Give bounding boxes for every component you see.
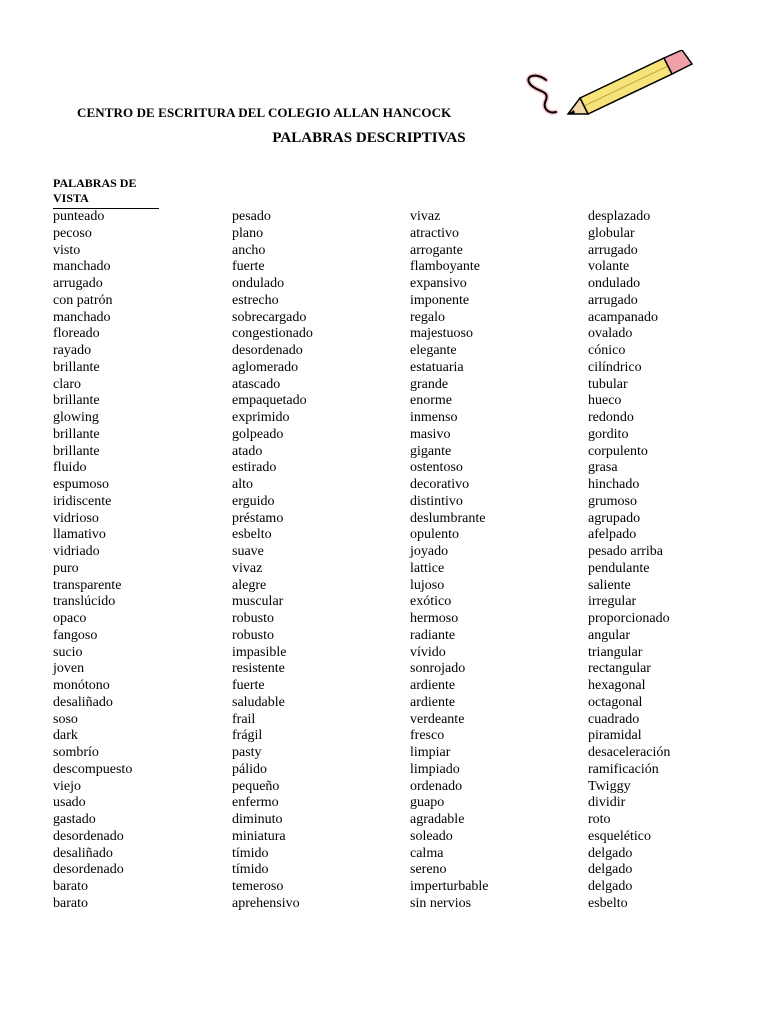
word-item: desplazado bbox=[588, 209, 651, 224]
word-item: robusto bbox=[232, 627, 274, 643]
word-item: joyado bbox=[410, 544, 449, 559]
word-item: enorme bbox=[410, 393, 452, 409]
word-item: limpiado bbox=[410, 761, 460, 777]
word-item: esbelto bbox=[588, 895, 628, 911]
word-item: atractivo bbox=[410, 225, 459, 241]
word-item: vidriado bbox=[53, 544, 100, 559]
word-item: brillante bbox=[53, 443, 100, 459]
word-column-2 bbox=[232, 209, 313, 913]
word-item: Twiggy bbox=[588, 778, 631, 794]
word-item: afelpado bbox=[588, 527, 637, 543]
institution-heading: CENTRO DE ESCRITURA DEL COLEGIO ALLAN HANCOCK bbox=[77, 105, 452, 120]
word-item: ostentoso bbox=[410, 460, 463, 476]
word-item: ardiente bbox=[410, 678, 456, 693]
word-item: pasty bbox=[232, 745, 262, 760]
word-item: imponente bbox=[410, 292, 470, 308]
word-item: fluido bbox=[53, 460, 87, 476]
word-item: proporcionado bbox=[588, 611, 670, 626]
pencil-icon bbox=[522, 50, 702, 120]
word-item: frail bbox=[232, 711, 256, 727]
word-item: imperturbable bbox=[410, 879, 489, 894]
word-item: redondo bbox=[588, 410, 634, 425]
word-item: elegante bbox=[410, 343, 457, 358]
word-item: masivo bbox=[410, 426, 451, 442]
word-item: hinchado bbox=[588, 477, 640, 492]
word-item: globular bbox=[588, 225, 635, 241]
word-item: lujoso bbox=[410, 577, 445, 593]
word-item: desordenado bbox=[53, 828, 124, 844]
word-item: sobrecargado bbox=[232, 309, 307, 325]
word-column-1 bbox=[53, 209, 132, 913]
word-item: opaco bbox=[53, 611, 87, 626]
word-item: muscular bbox=[232, 594, 284, 610]
word-item: vivaz bbox=[410, 209, 441, 224]
word-item: ovalado bbox=[588, 326, 633, 342]
word-item: delgado bbox=[588, 845, 633, 861]
word-item: barato bbox=[53, 895, 88, 911]
word-item: pequeño bbox=[232, 778, 280, 794]
word-item: iridiscente bbox=[53, 493, 112, 509]
word-item: agrupado bbox=[588, 510, 641, 526]
word-item: gastado bbox=[53, 812, 96, 827]
word-item: tubular bbox=[588, 376, 628, 392]
section-heading: PALABRAS DE VISTA bbox=[53, 176, 159, 209]
word-item: cónico bbox=[588, 343, 626, 358]
word-item: alegre bbox=[232, 577, 267, 593]
word-item: viejo bbox=[53, 778, 81, 794]
word-item: distintivo bbox=[410, 493, 463, 509]
word-item: ramificación bbox=[588, 761, 659, 777]
word-item: claro bbox=[53, 376, 81, 392]
word-item: congestionado bbox=[232, 326, 313, 342]
word-item: pesado bbox=[232, 209, 271, 224]
word-item: tímido bbox=[232, 845, 269, 861]
word-item: sin nervios bbox=[410, 895, 472, 911]
word-item: ardiente bbox=[410, 694, 456, 710]
word-item: deslumbrante bbox=[410, 510, 486, 526]
word-item: pálido bbox=[232, 761, 267, 777]
word-item: acampanado bbox=[588, 309, 658, 325]
word-item: fresco bbox=[410, 728, 445, 744]
word-item: llamativo bbox=[53, 527, 106, 543]
word-item: saludable bbox=[232, 694, 285, 710]
word-item: opulento bbox=[410, 527, 459, 543]
word-item: pesado arriba bbox=[588, 544, 664, 559]
word-item: enfermo bbox=[232, 795, 279, 811]
word-item: temeroso bbox=[232, 879, 284, 894]
word-item: rayado bbox=[53, 343, 92, 358]
word-item: desaliñado bbox=[53, 845, 113, 861]
word-item: piramidal bbox=[588, 728, 642, 744]
word-item: monótono bbox=[53, 678, 110, 693]
word-item: guapo bbox=[410, 795, 445, 811]
word-item: hueco bbox=[588, 393, 622, 409]
word-item: brillante bbox=[53, 359, 100, 375]
word-item: estatuaria bbox=[410, 359, 464, 375]
word-item: cuadrado bbox=[588, 711, 640, 727]
word-item: golpeado bbox=[232, 426, 284, 442]
page-title: PALABRAS DESCRIPTIVAS bbox=[272, 130, 466, 146]
word-item: gordito bbox=[588, 426, 629, 442]
word-item: translúcido bbox=[53, 594, 116, 610]
word-item: triangular bbox=[588, 644, 643, 660]
word-item: arrugado bbox=[588, 242, 638, 258]
word-item: floreado bbox=[53, 326, 100, 342]
word-item: dividir bbox=[588, 795, 626, 811]
word-item: ondulado bbox=[588, 276, 641, 291]
word-item: con patrón bbox=[53, 292, 113, 308]
word-item: glowing bbox=[53, 410, 99, 425]
word-item: sombrío bbox=[53, 745, 99, 760]
word-item: vivaz bbox=[232, 560, 263, 576]
word-item: soleado bbox=[410, 828, 453, 844]
word-item: estirado bbox=[232, 460, 277, 476]
word-item: regalo bbox=[410, 309, 445, 325]
word-item: hermoso bbox=[410, 611, 459, 626]
word-column-3 bbox=[410, 209, 489, 913]
word-item: atado bbox=[232, 443, 263, 459]
word-item: estrecho bbox=[232, 292, 279, 308]
word-item: corpulento bbox=[588, 443, 648, 459]
word-item: usado bbox=[53, 795, 86, 811]
word-item: desordenado bbox=[232, 343, 303, 358]
word-item: arrugado bbox=[53, 276, 103, 291]
word-column-4 bbox=[588, 209, 670, 913]
word-item: volante bbox=[588, 259, 630, 275]
word-item: descompuesto bbox=[53, 761, 133, 777]
word-item: verdeante bbox=[410, 711, 465, 727]
word-item: gigante bbox=[410, 443, 452, 459]
word-item: delgado bbox=[588, 862, 633, 878]
word-item: soso bbox=[53, 711, 78, 727]
word-item: cilíndrico bbox=[588, 359, 642, 375]
word-item: manchado bbox=[53, 309, 111, 325]
word-item: irregular bbox=[588, 594, 637, 610]
word-item: lattice bbox=[410, 560, 445, 576]
word-item: diminuto bbox=[232, 812, 283, 827]
word-item: préstamo bbox=[232, 510, 284, 526]
word-item: flamboyante bbox=[410, 259, 480, 275]
word-item: robusto bbox=[232, 611, 274, 626]
word-item: roto bbox=[588, 812, 611, 827]
word-item: arrugado bbox=[588, 292, 638, 308]
word-item: exótico bbox=[410, 594, 452, 610]
word-item: grande bbox=[410, 376, 449, 392]
word-item: angular bbox=[588, 627, 630, 643]
word-item: punteado bbox=[53, 209, 105, 224]
word-item: exprimido bbox=[232, 410, 290, 425]
word-item: aglomerado bbox=[232, 359, 299, 375]
word-item: hexagonal bbox=[588, 678, 646, 693]
word-item: arrogante bbox=[410, 242, 463, 258]
word-item: delgado bbox=[588, 879, 633, 894]
word-item: decorativo bbox=[410, 477, 470, 492]
word-item: esbelto bbox=[232, 527, 272, 543]
word-item: vidrioso bbox=[53, 510, 99, 526]
word-item: miniatura bbox=[232, 828, 286, 844]
word-item: ordenado bbox=[410, 778, 463, 794]
word-item: fuerte bbox=[232, 678, 265, 693]
word-item: inmenso bbox=[410, 410, 458, 425]
word-item: fangoso bbox=[53, 627, 98, 643]
word-item: desordenado bbox=[53, 862, 124, 878]
word-item: pendulante bbox=[588, 560, 650, 576]
word-item: octagonal bbox=[588, 694, 643, 710]
word-item: pecoso bbox=[53, 225, 92, 241]
word-item: tímido bbox=[232, 862, 269, 878]
word-item: puro bbox=[53, 560, 79, 576]
word-item: limpiar bbox=[410, 745, 451, 760]
word-item: calma bbox=[410, 845, 444, 861]
word-item: fuerte bbox=[232, 259, 265, 275]
word-item: ancho bbox=[232, 242, 266, 258]
word-item: frágil bbox=[232, 728, 263, 744]
word-item: agradable bbox=[410, 812, 465, 827]
word-item: vívido bbox=[410, 644, 446, 660]
word-item: desaceleración bbox=[588, 745, 671, 760]
word-item: barato bbox=[53, 879, 88, 894]
word-item: expansivo bbox=[410, 276, 467, 291]
word-item: dark bbox=[53, 728, 78, 744]
word-item: grasa bbox=[588, 460, 618, 476]
word-item: ondulado bbox=[232, 276, 285, 291]
word-item: radiante bbox=[410, 627, 456, 643]
word-item: suave bbox=[232, 544, 264, 559]
word-item: brillante bbox=[53, 426, 100, 442]
word-item: manchado bbox=[53, 259, 111, 275]
word-item: transparente bbox=[53, 577, 122, 593]
word-item: grumoso bbox=[588, 493, 637, 509]
word-item: resistente bbox=[232, 661, 285, 677]
word-item: desaliñado bbox=[53, 694, 113, 710]
word-item: rectangular bbox=[588, 661, 651, 677]
word-item: espumoso bbox=[53, 477, 109, 492]
word-item: plano bbox=[232, 225, 264, 241]
word-item: sereno bbox=[410, 862, 447, 878]
word-item: saliente bbox=[588, 577, 631, 593]
word-item: atascado bbox=[232, 376, 281, 392]
word-item: empaquetado bbox=[232, 393, 307, 409]
word-item: sonrojado bbox=[410, 661, 466, 677]
word-item: visto bbox=[53, 242, 81, 258]
word-item: erguido bbox=[232, 493, 275, 509]
word-item: sucio bbox=[53, 644, 83, 660]
word-item: brillante bbox=[53, 393, 100, 409]
word-item: aprehensivo bbox=[232, 895, 300, 911]
word-item: alto bbox=[232, 477, 253, 492]
word-item: esquelético bbox=[588, 828, 651, 844]
word-item: majestuoso bbox=[410, 326, 473, 342]
word-item: joven bbox=[53, 661, 85, 677]
word-item: impasible bbox=[232, 644, 287, 660]
